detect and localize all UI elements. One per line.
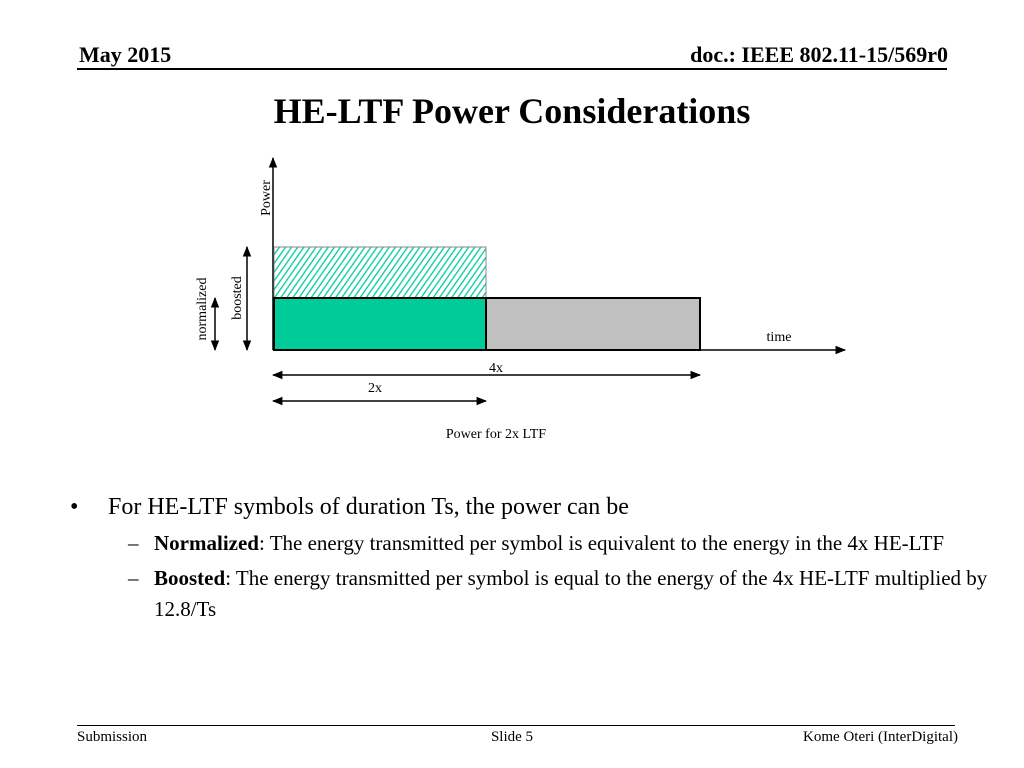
bullet-dot: • [70, 494, 79, 520]
sub-bullet-boosted [70, 563, 1000, 625]
normalized-green-bar [274, 298, 486, 350]
footer-rule [77, 725, 955, 726]
footer-slide-number: Slide 5 [490, 729, 534, 745]
header-doc-id: doc.: IEEE 802.11-15/569r0 [690, 42, 948, 67]
sub-bullet-term: Normalized [154, 531, 259, 555]
sub-bullet-dash: – [128, 531, 139, 555]
sub-bullet-term: Boosted [154, 566, 226, 590]
x-axis-label: time [766, 330, 792, 345]
boosted-label: boosted [230, 276, 245, 320]
slide-title: HE-LTF Power Considerations [273, 91, 751, 131]
header-date: May 2015 [79, 42, 172, 67]
footer-author: Kome Oteri (InterDigital) [803, 729, 958, 745]
bullet-list [70, 490, 1000, 625]
sub-bullet-normalized [70, 528, 1000, 559]
sub-bullet-text: : The energy transmitted per symbol is equivalent to the energy in the 4x HE-LTF [258, 531, 945, 555]
normalized-label: normalized [195, 277, 210, 341]
duration-4x-label: 4x [489, 361, 503, 376]
boosted-hatched-bar [274, 247, 486, 298]
sub-bullet-dash: – [128, 566, 139, 590]
remainder-grey-bar [486, 298, 700, 350]
bullet-main-text: For HE-LTF symbols of duration Ts, the power can be [108, 494, 629, 520]
bullet-main [70, 490, 1000, 524]
footer-submission: Submission [77, 729, 148, 745]
diagram-caption: Power for 2x LTF [445, 427, 547, 442]
sub-bullet-text: : The energy transmitted per symbol is equal to the energy of the 4x HE-LTF multiplied by 12.8/Ts [154, 566, 988, 621]
duration-2x-label: 2x [368, 381, 382, 396]
y-axis-label: Power [259, 180, 274, 216]
